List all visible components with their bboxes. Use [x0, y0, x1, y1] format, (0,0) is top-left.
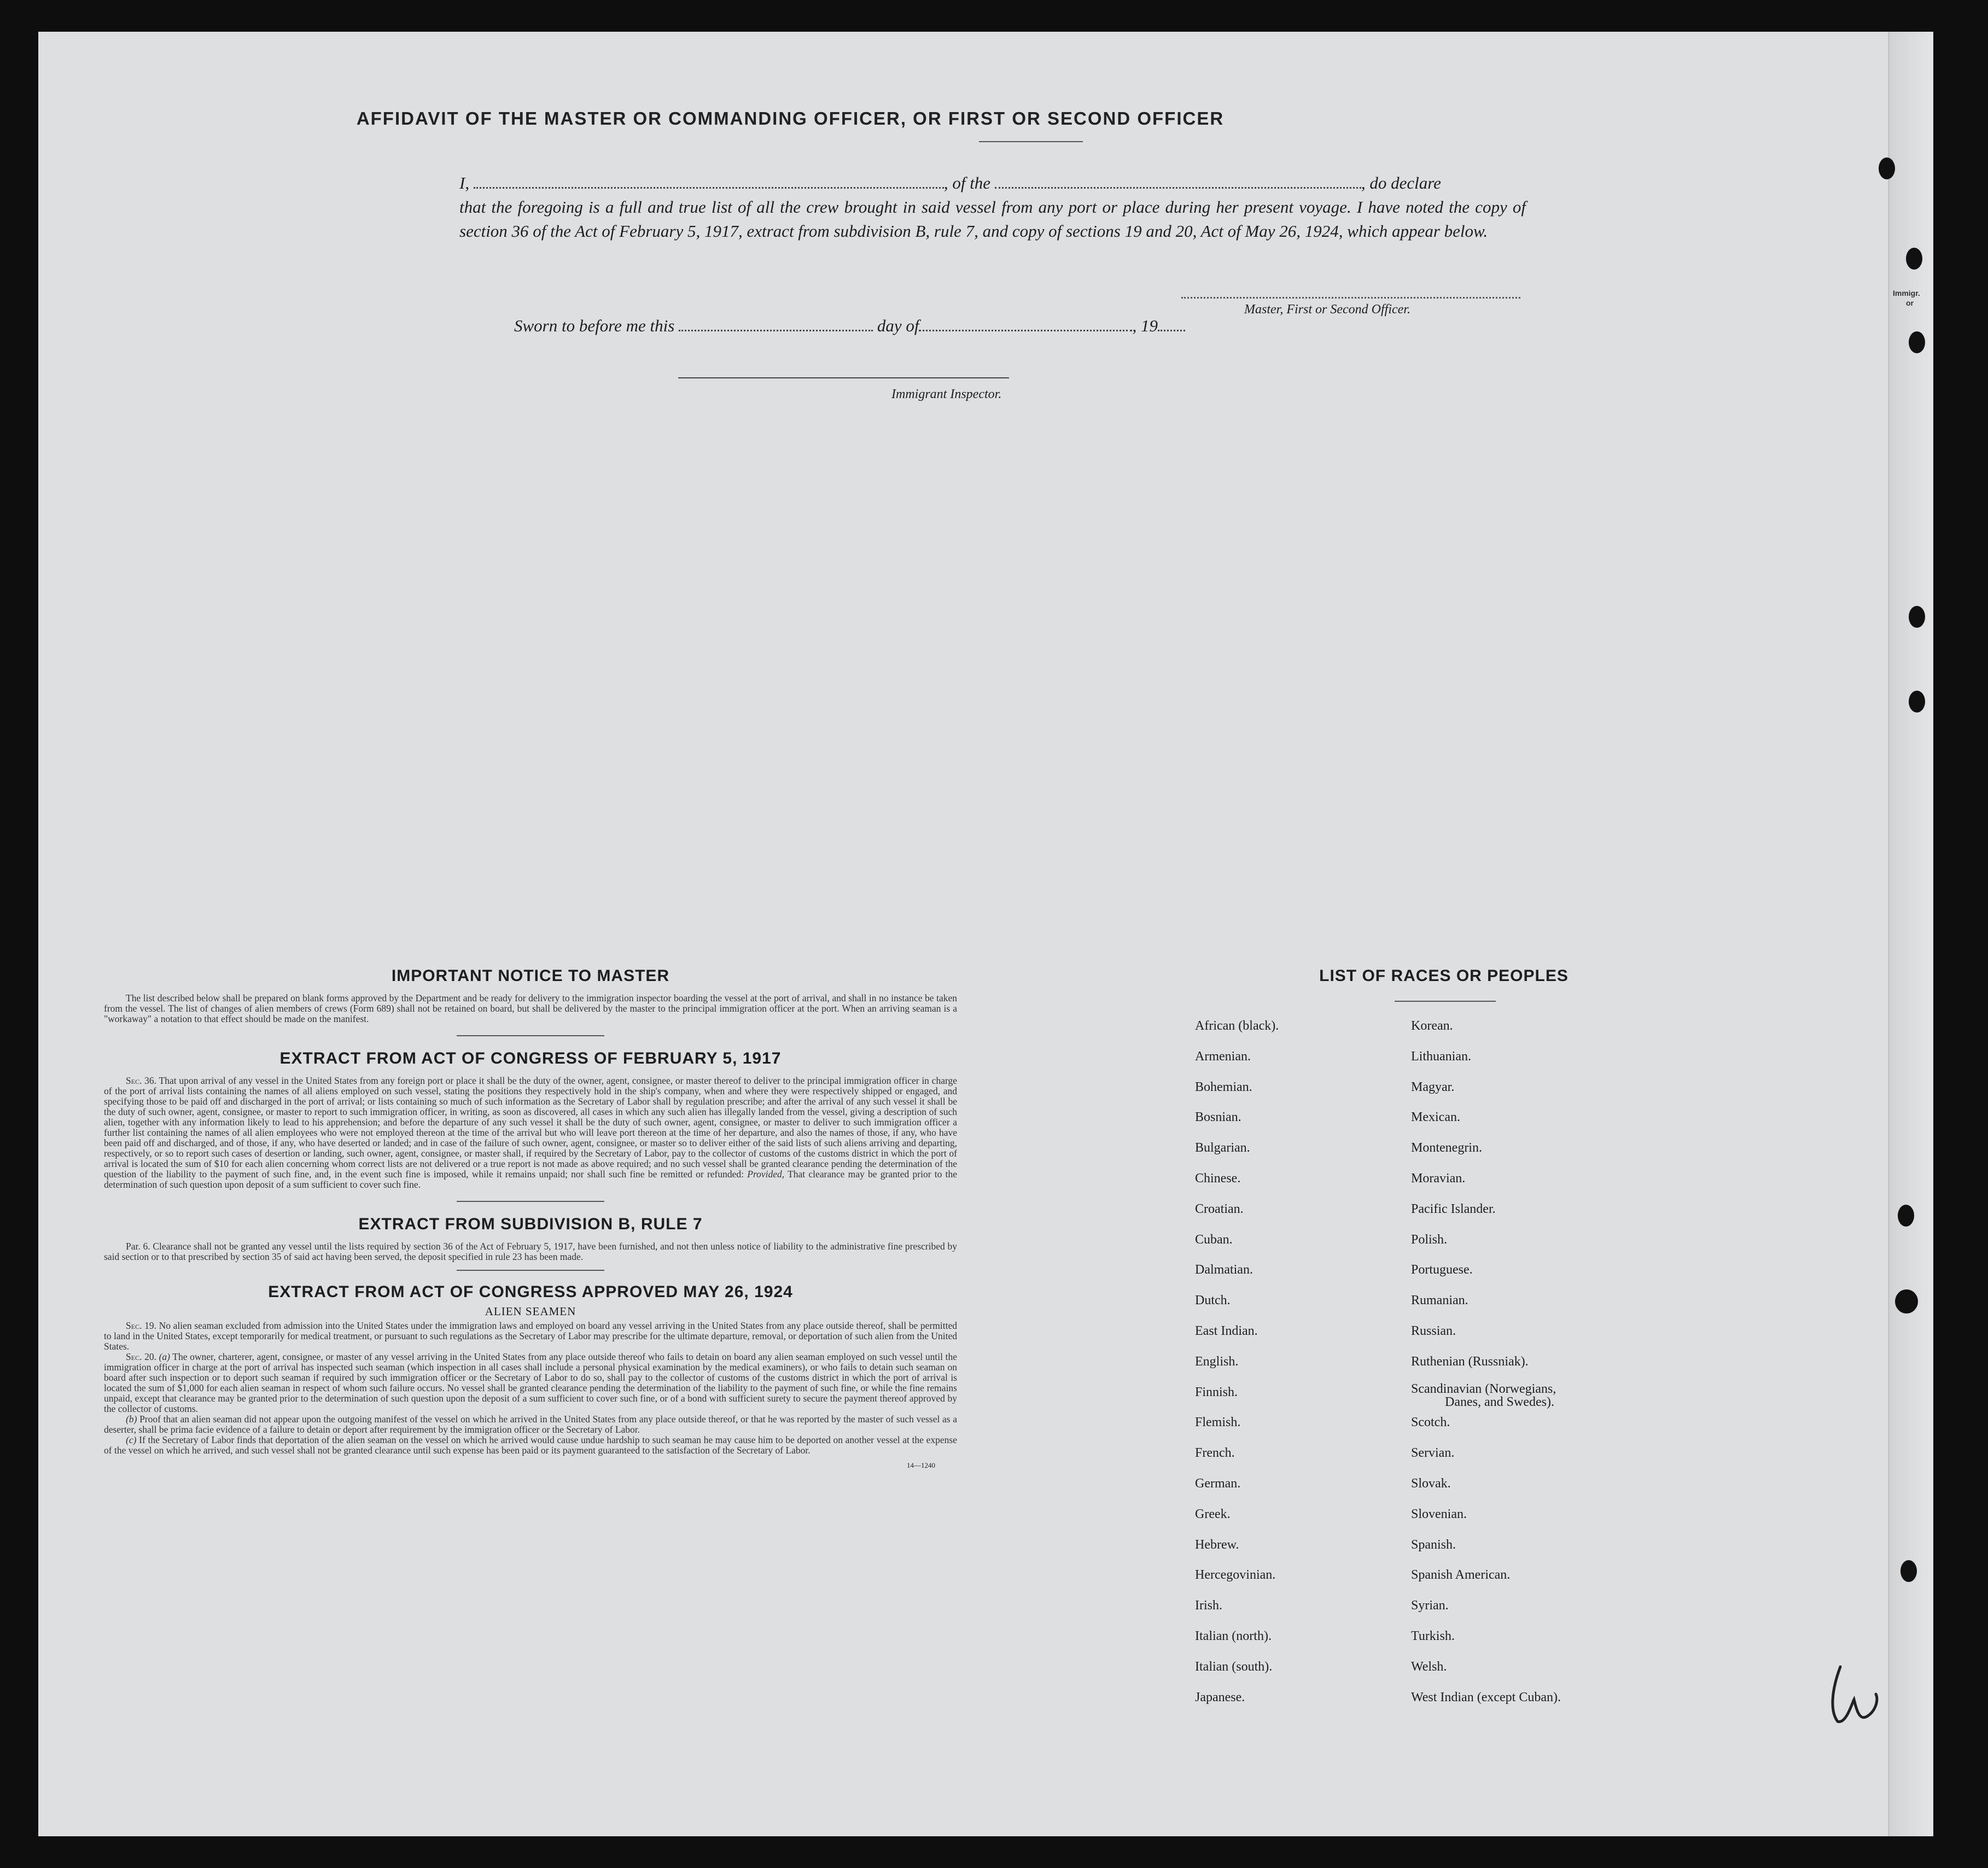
notice-title: IMPORTANT NOTICE TO MASTER — [391, 967, 670, 985]
handwritten-mark — [1827, 1661, 1887, 1727]
race-item: African (black). — [1195, 1019, 1279, 1033]
affidavit-text: that the foregoing is a full and true list of all the crew brought in said vessel from any port or place during her present voyage. I have noted the copy of section 36 of the Act of February 5, 1917, extract from subdivision B, rule 7, and copy of sections 19 and 20, Act of May 26, 1924, which appear below. — [459, 197, 1526, 241]
sec-36-label: Sec. 36. — [126, 1075, 157, 1086]
sworn-day-blank — [679, 317, 873, 331]
race-item: West Indian (except Cuban). — [1411, 1690, 1561, 1704]
name-blank — [474, 174, 944, 189]
punch-hole — [1879, 157, 1895, 179]
race-item: Armenian. — [1195, 1049, 1251, 1064]
race-item: Italian (north). — [1195, 1628, 1272, 1643]
race-item: Scandinavian (Norwegians, — [1411, 1381, 1556, 1396]
race-item: Ruthenian (Russniak). — [1411, 1354, 1529, 1369]
sec-19-body: No alien seaman excluded from admission into the United States under the immigration laws and employed on board any vessel arriving in the United States from any place outside thereof, shall be permitted to land in the United States, except temporarily for medical treatment, or pursuant to such regulations as the Secretary of Labor may prescribe for the ultimate departure, removal, or deportation of such alien from the United States. — [104, 1320, 957, 1352]
of-the-label: , of the — [943, 173, 991, 192]
sworn-month-blank — [919, 317, 1132, 331]
race-item: Hercegovinian. — [1195, 1568, 1276, 1583]
edge-text-immigr: Immigr. — [1893, 289, 1920, 297]
sworn-line — [514, 316, 1185, 336]
race-item: Bulgarian. — [1195, 1141, 1250, 1155]
race-item: Bohemian. — [1195, 1079, 1252, 1094]
affidavit-title: AFFIDAVIT OF THE MASTER OR COMMANDING OFFICER, OR FIRST OR SECOND OFFICER — [356, 108, 1225, 129]
race-item: Mexican. — [1411, 1110, 1460, 1125]
race-item: Greek. — [1195, 1507, 1231, 1521]
provided-label: Provided, — [747, 1169, 785, 1180]
race-item: Chinese. — [1195, 1171, 1241, 1186]
race-item: Spanish American. — [1411, 1568, 1511, 1583]
punch-hole — [1909, 691, 1925, 713]
par-6-label: Par. 6. — [126, 1241, 150, 1252]
race-item: Portuguese. — [1411, 1263, 1473, 1277]
race-item: Polish. — [1411, 1232, 1448, 1247]
extract-1917-text — [104, 1076, 957, 1190]
section-divider — [457, 1035, 604, 1036]
race-item: Scotch. — [1411, 1415, 1450, 1430]
notice-text — [104, 993, 957, 1024]
race-item: Croatian. — [1195, 1201, 1244, 1216]
edge-text-or: or — [1906, 299, 1914, 307]
title-rule — [979, 141, 1083, 142]
race-item: Magyar. — [1411, 1079, 1455, 1094]
races-title: LIST OF RACES OR PEOPLES — [1319, 967, 1569, 985]
race-item: Servian. — [1411, 1446, 1455, 1461]
punch-hole — [1895, 1289, 1918, 1314]
punch-hole — [1906, 248, 1922, 270]
sworn-label: Sworn to before me this — [514, 316, 675, 335]
race-item: Russian. — [1411, 1323, 1456, 1338]
section-divider — [457, 1270, 604, 1271]
race-item: Finnish. — [1195, 1385, 1238, 1399]
affidavit-i-label: I, — [459, 173, 470, 192]
extract-rule7-text — [104, 1241, 957, 1262]
race-item: Spanish. — [1411, 1537, 1456, 1552]
race-item: Turkish. — [1411, 1628, 1455, 1643]
sec-20a-text — [104, 1352, 957, 1414]
sec-19-label: Sec. 19. — [126, 1320, 156, 1331]
day-of-label: day of — [877, 316, 919, 335]
race-item: Moravian. — [1411, 1171, 1466, 1186]
affidavit-declaration-line — [459, 171, 1526, 195]
punch-hole — [1909, 606, 1925, 628]
race-item-scandinavian — [1411, 1382, 1561, 1413]
race-item: Italian (south). — [1195, 1659, 1273, 1674]
race-item: Irish. — [1195, 1598, 1222, 1613]
sec-20c-label: (c) — [126, 1434, 137, 1445]
race-item: Dalmatian. — [1195, 1263, 1253, 1277]
sec-36-body: That upon arrival of any vessel in the United States from any foreign port or place it shall be the duty of the owner, agent, consignee, or master thereof to deliver to the principal immigration officer in charge of the port of arrival lists containing the names of all aliens employed on such vessel, stating the positions they respectively hold in the ship's company, when and where they were respectively shipped or engaged, and specifying those to be paid off and discharged in the port of arrival; or lists containing so much of such information as the Secretary of Labor shall by regulation prescribe; and after the arrival of any such vessel it shall be the duty of such owner, agent, consignee, or master to report to such immigration officer, in writing, as soon as discovered, all cases in which any such alien has illegally landed from the vessel, giving a description of such alien, together with any information likely to lead to his apprehension; and before the departure of any such vessel it shall be the duty of such owner, agent, consignee, or master to deliver to such immigration officer a further list containing the names of all alien employees who were not employed thereon at the time of the arrival but who will leave port thereon at the time of her departure, and also the names of those, if any, who have been paid off and discharged, and of those, if any, who have deserted or landed; and in case of the failure of such owner, agent, consignee, or master so to deliver either of the said lists of such aliens arriving and departing, respectively, or so to report such cases of desertion or landing, such owner, agent, consignee, or master shall, if required by the Secretary of Labor, pay to the collector of customs of the customs district in which the port of arrival is located the sum of $10 for each alien concerning whom correct lists are not delivered or a true report is not made as above required; and no such vessel shall be granted clearance pending the determination of the question of the liability to the payment of such fine, and, in the event such fine is imposed, while it remains unpaid; nor shall such fine be remitted or refunded: — [104, 1075, 957, 1180]
sec-36-body-end: That clearance may be granted prior to the determination of such question upon deposit of a sum sufficient to cover such fine. — [104, 1169, 958, 1190]
race-item: Dutch. — [1195, 1293, 1231, 1308]
document-page — [38, 32, 1933, 1836]
legal-extracts-column — [104, 967, 957, 1470]
sec-20b-label: (b) — [126, 1414, 137, 1425]
race-item: Cuban. — [1195, 1232, 1233, 1247]
inspector-label: Immigrant Inspector. — [891, 387, 1002, 401]
affidavit-body — [459, 171, 1526, 243]
race-item: Japanese. — [1195, 1690, 1245, 1704]
notice-body: The list described below shall be prepared on blank forms approved by the Department and be ready for delivery to the immigration inspector boarding the vessel at the port of arrival, and shall in no instance be taken from the vessel. The list of changes of alien members of crews (Form 689) shall not be retained on board, but shall be delivered by the master to the principal immigration officer at the port. When an arriving seaman is a "workaway" a notation to that effect should be made on the manifest. — [104, 993, 957, 1024]
sec-20c-body: If the Secretary of Labor finds that deportation of the alien seaman on the vessel on which he arrived would cause undue hardship to such seaman he may cause him to be deported on another vessel at the expense of the vessel on which he arrived, and such vessel shall not be granted clearance until such expense has been paid or its payment guaranteed to the satisfaction of the Secretary of Labor. — [104, 1434, 957, 1456]
extract-rule7-title: EXTRACT FROM SUBDIVISION B, RULE 7 — [358, 1215, 703, 1233]
sec-20b-body: Proof that an alien seaman did not appear upon the outgoing manifest of the vessel on which he arrived in the United States from any place outside thereof, or that he was reported by the master of such vessel as a deserter, shall be prima facie evidence of a failure to detain or deport after requirement by the immigration officer or the Secretary of Labor. — [104, 1414, 958, 1435]
section-divider — [457, 1201, 604, 1202]
race-item: Pacific Islander. — [1411, 1201, 1496, 1216]
race-item: Korean. — [1411, 1019, 1453, 1033]
races-column-1 — [1195, 1016, 1279, 1718]
alien-seamen-subtitle: ALIEN SEAMEN — [485, 1305, 576, 1318]
sec-20b-text — [104, 1414, 957, 1435]
declare-label: , do declare — [1361, 173, 1441, 192]
extract-1917-title: EXTRACT FROM ACT OF CONGRESS OF FEBRUARY 5, 1917 — [279, 1049, 782, 1067]
races-column-2 — [1411, 1016, 1561, 1718]
inspector-signature-line — [678, 377, 1009, 378]
race-item: Slovak. — [1411, 1476, 1451, 1491]
race-item-continuation: Danes, and Swedes). — [1445, 1394, 1554, 1409]
year-blank — [1158, 317, 1185, 331]
extract-1924-title: EXTRACT FROM ACT OF CONGRESS APPROVED MAY 26, 1924 — [268, 1283, 793, 1301]
race-item: Slovenian. — [1411, 1507, 1467, 1521]
par-6-body: Clearance shall not be granted any vessel until the lists required by section 36 of the Act of February 5, 1917, have been furnished, and not then unless notice of liability to the administrative fine prescribed by said section or to that prescribed by section 35 of said act having been served, the deposit specified in rule 23 has been made. — [104, 1241, 957, 1262]
race-item: German. — [1195, 1476, 1241, 1491]
punch-hole — [1900, 1560, 1917, 1582]
race-item: English. — [1195, 1354, 1239, 1369]
vessel-blank — [995, 174, 1361, 189]
race-item: Rumanian. — [1411, 1293, 1468, 1308]
race-item: Syrian. — [1411, 1598, 1449, 1613]
year-label: , 19 — [1132, 316, 1158, 335]
sec-20c-text — [104, 1435, 957, 1456]
sec-20a-label: (a) — [159, 1351, 170, 1362]
punch-hole — [1909, 331, 1925, 353]
sec-20-label: Sec. 20. — [126, 1351, 156, 1362]
race-item: Lithuanian. — [1411, 1049, 1471, 1064]
sec-20a-body: The owner, charterer, agent, consignee, or master of any vessel arriving in the United States from any place outside thereof who fails to detain on board any alien seaman employed on such vessel until the immigration officer in charge at the port of arrival has inspected such seaman (which inspection in all cases shall include a personal physical examination by the medical examiners), or who fails to detain such seaman on board after such inspection or to deport such seaman if required by such immigration officer or the Secretary of Labor to do so, shall pay to the collector of customs of the customs district in which the port of arrival is located the sum of $1,000 for each alien seaman in respect of whom such failure occurs. No vessel shall be granted clearance pending the determination of the liability to the payment of such fine, or while the fine remains unpaid, except that clearance may be granted prior to the determination of such question upon the deposit of a sum sufficient to cover such fine, or of a bond with sufficient surety to secure the payment thereof approved by the collector of customs. — [104, 1351, 958, 1414]
races-title-rule — [1395, 1001, 1496, 1002]
race-item: Hebrew. — [1195, 1537, 1239, 1552]
race-item: Welsh. — [1411, 1659, 1447, 1674]
master-signature-line — [1181, 297, 1520, 299]
punch-hole — [1898, 1205, 1914, 1227]
race-item: East Indian. — [1195, 1323, 1258, 1338]
master-signature-label: Master, First or Second Officer. — [1244, 302, 1410, 317]
form-number: 14—1240 — [907, 1461, 935, 1469]
race-item: Montenegrin. — [1411, 1141, 1482, 1155]
race-item: French. — [1195, 1446, 1235, 1461]
race-item: Flemish. — [1195, 1415, 1241, 1430]
race-item: Bosnian. — [1195, 1110, 1241, 1125]
sec-19-text — [104, 1321, 957, 1352]
